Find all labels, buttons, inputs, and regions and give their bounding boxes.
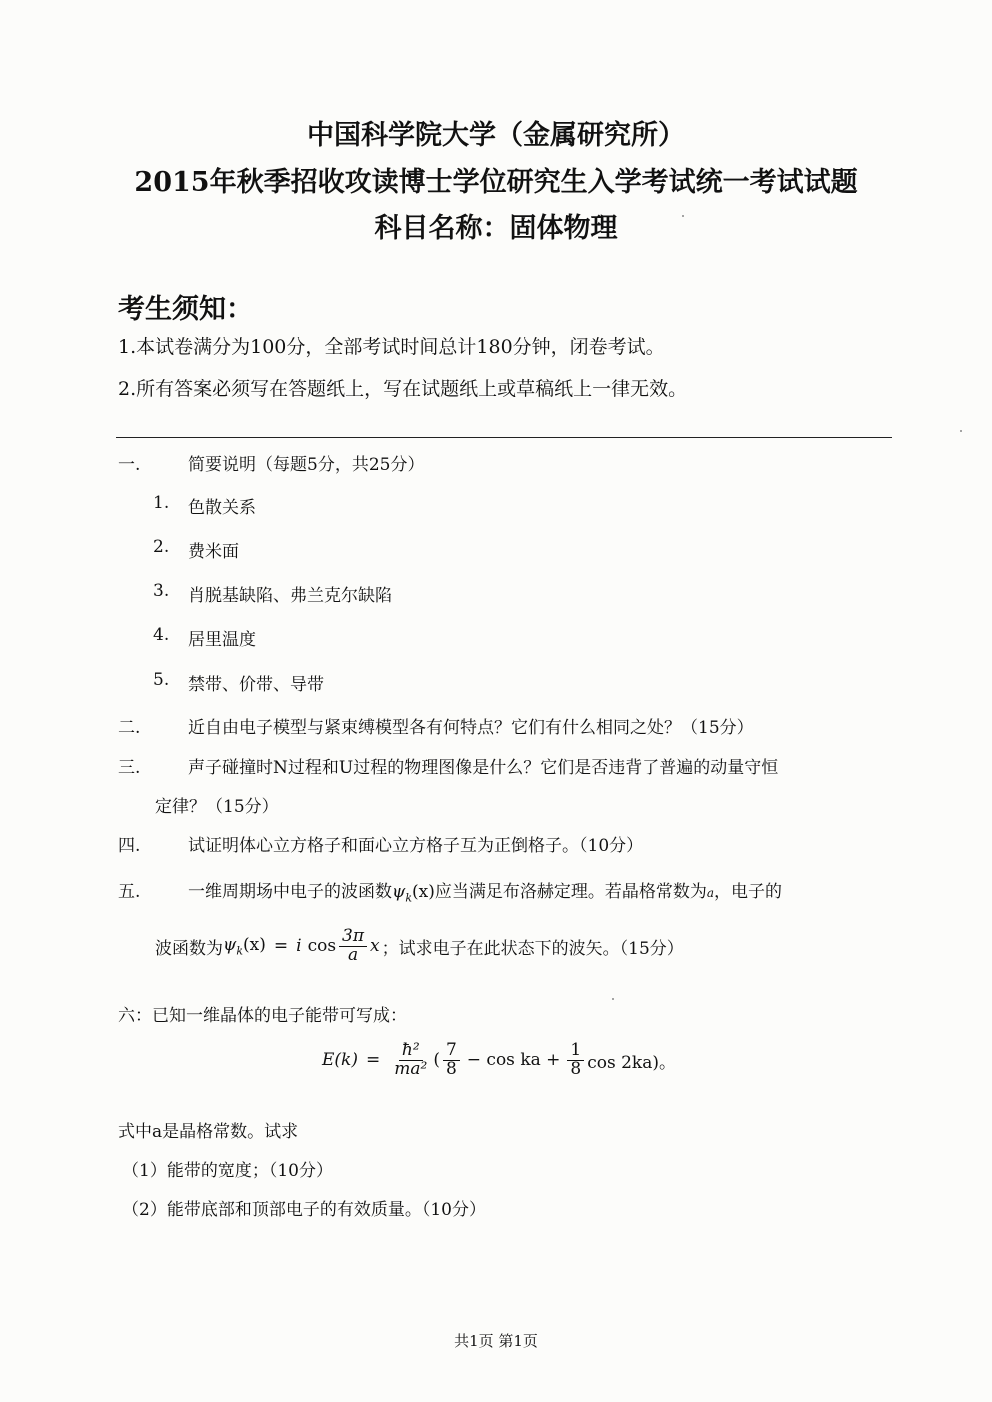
q5-text-part: ；试求电子在此状态下的波矢。（15分） (381, 938, 684, 959)
q5-text-part: 一维周期场中电子的波函数 (188, 882, 392, 902)
formula-term: − cos ka + (466, 1050, 561, 1071)
q5-text-part: 应当满足布洛赫定理。若晶格常数为 (434, 882, 707, 902)
divider (116, 437, 892, 438)
exam-institution-title: 中国科学院大学（金属研究所） (307, 120, 685, 151)
question-number: 三. (118, 758, 141, 778)
list-item: 色散关系 (188, 498, 256, 518)
notice-item: 2.所有答案必须写在答题纸上，写在试题纸上或草稿纸上一律无效。 (118, 378, 688, 400)
question-text: 声子碰撞时N过程和U过程的物理图像是什么？它们是否违背了普遍的动量守恒 (188, 758, 779, 778)
sub-question: （2）能带底部和顶部电子的有效质量。（10分） (122, 1200, 486, 1220)
question-text: 式中a是晶格常数。试求 (118, 1122, 299, 1142)
scan-speck (682, 215, 684, 217)
scan-speck (612, 998, 614, 1000)
lattice-constant-symbol: a (706, 886, 715, 900)
cos-function: cos (307, 936, 337, 957)
fraction: $\frac{3\pi}{a}$ (339, 928, 367, 965)
list-item-number: 4. (153, 625, 170, 645)
parenthesis: ( (433, 1050, 440, 1071)
energy-band-formula (322, 1042, 676, 1079)
formula-term: cos 2ka)。 (587, 1052, 677, 1073)
notice-heading: 考生须知： (118, 294, 253, 325)
subject-name: 科目名称：固体物理 (374, 213, 618, 244)
fraction: $\frac{1}{8}$ (567, 1042, 584, 1079)
list-item-number: 2. (153, 537, 170, 557)
q5-text-part: ，电子的 (714, 882, 783, 902)
question-text: 六：已知一维晶体的电子能带可写成： (118, 1006, 407, 1026)
question-number: 二. (118, 718, 141, 738)
scan-speck (960, 430, 962, 432)
question-text: 近自由电子模型与紧束缚模型各有何特点？它们有什么相同之处？（15分） (188, 718, 754, 738)
variable-x: x (370, 936, 380, 957)
fraction: $\frac{\text{ħ²}}{\text{ma²}}$ (394, 1040, 428, 1079)
question-text (188, 877, 782, 904)
question-text-continued (155, 928, 684, 965)
list-item: 费米面 (188, 542, 239, 562)
list-item: 肖脱基缺陷、弗兰克尔缺陷 (188, 586, 392, 606)
question-number: 五. (118, 882, 141, 902)
list-item-number: 3. (153, 581, 170, 601)
fraction: $\frac{7}{8}$ (443, 1042, 460, 1079)
exam-title: 2015年秋季招收攻读博士学位研究生入学考试统一考试试题 (134, 167, 858, 198)
wavefunction-symbol: $\psi_k(x)$ (392, 882, 435, 905)
question-text: 试证明体心立方格子和面心立方格子互为正倒格子。（10分） (188, 836, 644, 856)
equals-sign: = (365, 1050, 381, 1071)
page-footer: 共1页 第1页 (454, 1332, 538, 1350)
list-item-number: 1. (153, 493, 170, 513)
list-item: 禁带、价带、导带 (188, 675, 324, 695)
list-item: 居里温度 (188, 630, 256, 650)
question-title: 简要说明（每题5分，共25分） (188, 455, 425, 475)
q5-text-part: 波函数为 (155, 938, 223, 959)
list-item-number: 5. (153, 670, 170, 690)
wavefunction-symbol: $\psi_k(x)$ (223, 935, 266, 958)
equals-sign: = (273, 936, 289, 957)
notice-item: 1.本试卷满分为100分，全部考试时间总计180分钟，闭卷考试。 (118, 336, 665, 358)
question-text-continued: 定律？（15分） (155, 797, 279, 817)
question-number: 四. (118, 836, 141, 856)
imaginary-unit: i (296, 936, 302, 957)
formula-lhs: E(k) (322, 1050, 358, 1071)
question-number: 一. (118, 455, 141, 475)
sub-question: （1）能带的宽度；（10分） (122, 1161, 333, 1181)
